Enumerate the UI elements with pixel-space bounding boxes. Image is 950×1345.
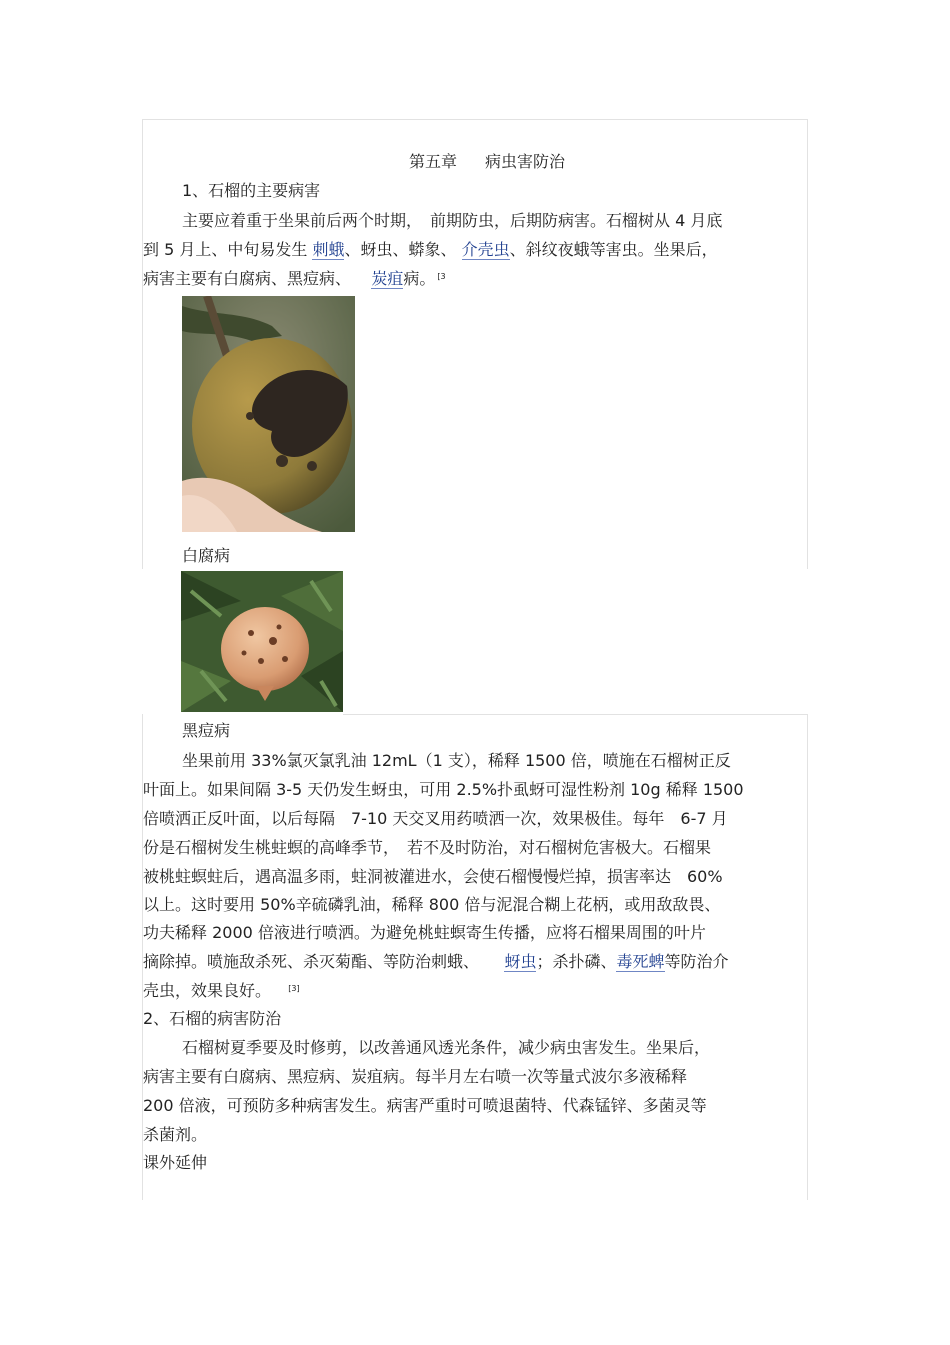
frame-left-line-upper [142, 119, 143, 569]
black-spot-photo [181, 571, 343, 712]
p2-line2: 叶面上。如果间隔 3-5 天仍发生蚜虫，可用 2.5%扑虱蚜可湿性粉剂 10g 稀释 1500 [143, 780, 744, 799]
white-rot-photo [182, 296, 355, 532]
p1-line3 [143, 269, 446, 289]
p1-line2-b: 、蚜虫、蟒象、 [344, 240, 457, 259]
p2-line9 [143, 981, 300, 1001]
p1-line2 [143, 240, 718, 260]
caption-white-rot: 白腐病 [182, 546, 231, 565]
p1-line2-c: 、斜纹夜蛾等害虫。坐果后， [509, 240, 718, 259]
chapter-subtitle: 病虫害防治 [485, 152, 566, 171]
p2-line7: 功夫稀释 2000 倍液进行喷洒。为避免桃蛀螟寄生传播，应将石榴果周围的叶片 [143, 923, 706, 942]
link-yachong[interactable]: 蚜虫 [504, 952, 537, 971]
link-tanju[interactable]: 炭疽 [371, 269, 404, 288]
reference-mark[interactable]: [3 [437, 272, 446, 281]
frame-right-line-lower [807, 714, 808, 1200]
p2-line8 [143, 952, 729, 972]
link-dusipi[interactable]: 毒死蜱 [616, 952, 665, 971]
section1-heading: 1、石榴的主要病害 [182, 181, 321, 200]
p1-line2-a: 到 5 月上、中旬易发生 [143, 240, 308, 259]
link-jieke-chong[interactable]: 介壳虫 [461, 240, 510, 259]
p2-line6: 以上。这时要用 50%辛硫磷乳油，稀释 800 倍与泥混合糊上花柄，或用敌敌畏、 [143, 895, 721, 914]
p2-line8-b: ；杀扑磷、 [536, 952, 617, 971]
p2-line8-a: 摘除掉。喷施敌杀死、杀灭菊酯、等防治刺蛾、 [143, 952, 480, 971]
footer-heading: 课外延伸 [143, 1153, 208, 1172]
p1-line1: 主要应着重于坐果前后两个时期， 前期防虫，后期防病害。石榴树从 4 月底 [182, 211, 723, 230]
p2-line4: 份是石榴树发生桃蛀螟的高峰季节， 若不及时防治，对石榴树危害极大。石榴果 [143, 838, 712, 857]
frame-right-line-upper [807, 119, 808, 569]
p2-line3: 倍喷洒正反叶面，以后每隔 7-10 天交叉用药喷洒一次，效果极佳。每年 6-7 月 [143, 809, 728, 828]
p2-line8-c: 等防治介 [664, 952, 729, 971]
p3-line2: 病害主要有白腐病、黑痘病、炭疽病。每半月左右喷一次等量式波尔多液稀释 [143, 1067, 688, 1086]
frame-mid-line [343, 714, 808, 715]
section2-heading: 2、石榴的病害防治 [143, 1009, 282, 1028]
link-cie[interactable]: 刺蛾 [312, 240, 345, 259]
p3-line4: 杀菌剂。 [143, 1125, 208, 1144]
chapter-title: 第五章 [409, 152, 458, 171]
p2-line5: 被桃蛀螟蛀后，遇高温多雨，蛀洞被灌进水，会使石榴慢慢烂掉，损害率达 60% [143, 867, 723, 886]
caption-black-spot: 黑痘病 [182, 721, 231, 740]
reference-mark[interactable]: [3] [288, 984, 300, 993]
p1-line3-a: 病害主要有白腐病、黑痘病、 [143, 269, 352, 288]
frame-top-line [142, 119, 808, 120]
p3-line3: 200 倍液，可预防多种病害发生。病害严重时可喷退菌特、代森锰锌、多菌灵等 [143, 1096, 707, 1115]
p2-line1: 坐果前用 33%氯灭氯乳油 12mL（1 支），稀释 1500 倍，喷施在石榴树正反 [182, 751, 731, 770]
p2-line9-text: 壳虫，效果良好。 [143, 981, 272, 1000]
p1-line3-b: 病。 [403, 269, 436, 288]
p3-line1: 石榴树夏季要及时修剪，以改善通风透光条件，减少病虫害发生。坐果后， [182, 1038, 711, 1057]
